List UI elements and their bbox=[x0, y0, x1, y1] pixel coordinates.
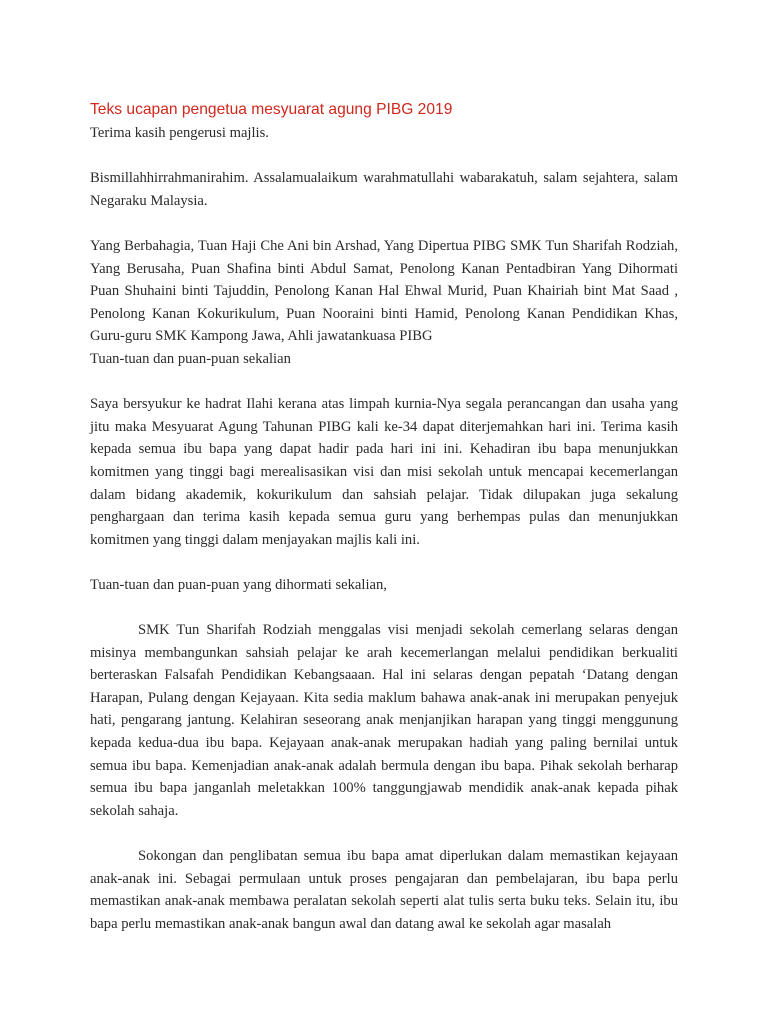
document-title: Teks ucapan pengetua mesyuarat agung PIBG 2019 bbox=[90, 101, 453, 118]
paragraph-support: Sokongan dan penglibatan semua ibu bapa amat diperlukan dalam memastikan kejayaan anak-anak ini. Sebagai permulaan untuk proses pengajaran dan pembelajaran, ibu bapa perlu memastikan anak-anak membawa peralatan sekolah seperti alat tulis serta buku teks. Selain itu, ibu bapa perlu memastikan anak-anak bangun awal dan datang awal ke sekolah agar masalah bbox=[90, 848, 678, 932]
paragraph-address-respected: Tuan-tuan dan puan-puan yang dihormati sekalian, bbox=[90, 576, 387, 593]
paragraph-salutation: Yang Berbahagia, Tuan Haji Che Ani bin Arshad, Yang Dipertua PIBG SMK Tun Sharifah Rodziah, Yang Berusaha, Puan Shafina binti Abdul Samat, Penolong Kanan Pentadbiran Yang Dihormati Puan Shuhaini binti Tajuddin, Penolong Kanan Hal Ehwal Murid, Puan Khairiah bint Mat Saad , Penolong Kanan Kokurikulum, Puan Nooraini binti Hamid, Penolong Kanan Pendidikan Khas, Guru-guru SMK Kampong Jawa, Ahli jawatankuasa PIBG bbox=[90, 237, 678, 345]
paragraph-gratitude: Saya bersyukur ke hadrat Ilahi kerana atas limpah kurnia-Nya segala perancangan dan usaha yang jitu maka Mesyuarat Agung Tahunan PIBG kali ke-34 dapat diterjemahkan hari ini. Terima kasih kepada semua ibu bapa yang dapat hadir pada hari ini ini. Kehadiran ibu bapa menunjukkan komitmen yang tinggi bagi merealisasikan visi dan misi sekolah untuk mencapai kecemerlangan dalam bidang akademik, kokurikulum dan sahsiah pelajar. Tidak dilupakan juga sekalung penghargaan dan terima kasih kepada semua guru yang berhempas pulas dan menunjukkan komitmen yang tinggi dalam menjayakan majlis kali ini. bbox=[90, 396, 678, 548]
paragraph-address: Tuan-tuan dan puan-puan sekalian bbox=[90, 350, 291, 367]
document-page bbox=[90, 98, 678, 935]
paragraph-thanks-chair: Terima kasih pengerusi majlis. bbox=[90, 125, 269, 141]
paragraph-vision: SMK Tun Sharifah Rodziah menggalas visi menjadi sekolah cemerlang selaras dengan misinya membangunkan sahsiah pelajar ke arah kecemerlangan melalui pendidikan berkualiti berteraskan Falsafah Pendidikan Kebangsaaan. Hal ini selaras dengan pepatah ‘Datang dengan Harapan, Pulang dengan Kejayaan. Kita sedia maklum bahawa anak-anak ini merupakan penyejuk hati, pengarang jantung. Kelahiran seseorang anak menjanjikan harapan yang tinggi menggunung kepada kedua-dua ibu bapa. Kejayaan anak-anak merupakan hadiah yang paling bernilai untuk semua ibu bapa. Kemenjadian anak-anak adalah bermula dengan ibu bapa. Pihak sekolah berharap semua ibu bapa janganlah meletakkan 100% tanggungjawab mendidik anak-anak kepada pihak sekolah sahaja. bbox=[90, 622, 678, 819]
paragraph-greeting: Bismillahhirrahmanirahim. Assalamualaikum warahmatullahi wabarakatuh, salam sejahtera, salam Negaraku Malaysia. bbox=[90, 170, 678, 209]
